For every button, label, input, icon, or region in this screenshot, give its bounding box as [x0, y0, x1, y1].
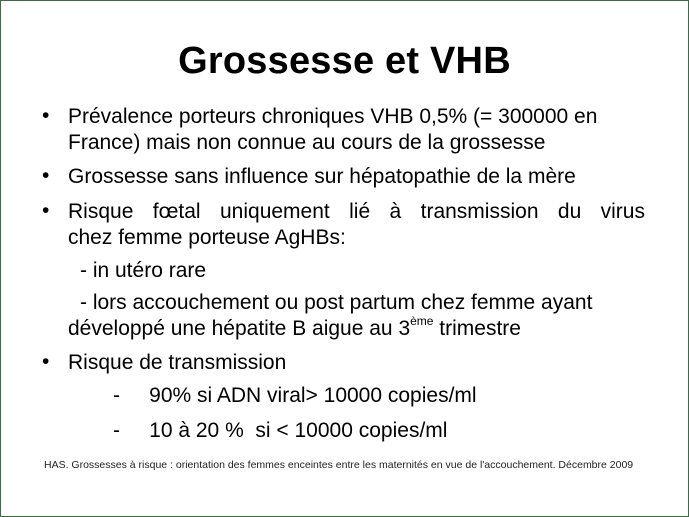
bullet4-sub2: - 10 à 20 % si < 10000 copies/ml	[113, 419, 448, 442]
bullet3-word: lié	[349, 200, 371, 223]
bullet-marker: •	[42, 104, 50, 127]
bullet2-text: Grossesse sans influence sur hépatopathie de la mère	[68, 165, 576, 188]
bullet3-word: à	[389, 200, 402, 223]
bullet3-word: fœtal	[152, 200, 201, 223]
superscript-ordinal: ème	[410, 314, 434, 328]
bullet-marker: •	[42, 350, 50, 373]
bullet3-line1	[68, 199, 645, 225]
bullet3-word: virus	[600, 200, 645, 223]
bullet-marker: •	[42, 164, 50, 187]
bullet3-word: du	[557, 200, 582, 223]
bullet4-text: Risque de transmission	[68, 351, 287, 374]
bullet3-sub2: - lors accouchement ou post partum chez femme ayant	[80, 291, 593, 314]
bullet3-word: Risque	[68, 200, 134, 223]
bullet3-sub1: - in utéro rare	[80, 259, 207, 282]
bullet3-line2: chez femme porteuse AgHBs:	[68, 226, 346, 249]
bullet3-sub2-cont-tail: trimestre	[433, 317, 521, 340]
bullet3-word: uniquement	[220, 200, 330, 223]
bullet1-line2: France) mais non connue au cours de la grossesse	[68, 131, 546, 154]
source-footnote: HAS. Grossesses à risque : orientation des femmes enceintes entre les maternités en vue de l'accouchement. Décembre 2009	[44, 459, 634, 471]
bullet3-word: transmission	[420, 200, 539, 223]
bullet1-line1: Prévalence porteurs chroniques VHB 0,5% (= 300000 en	[68, 105, 598, 128]
bullet3-sub2-cont-text: développé une hépatite B aigue au 3	[68, 317, 411, 340]
slide-title: Grossesse et VHB	[178, 40, 511, 82]
bullet4-sub1: - 90% si ADN viral> 10000 copies/ml	[113, 384, 477, 407]
bullet3-sub2-continuation	[68, 316, 521, 342]
bullet-marker: •	[42, 199, 50, 222]
